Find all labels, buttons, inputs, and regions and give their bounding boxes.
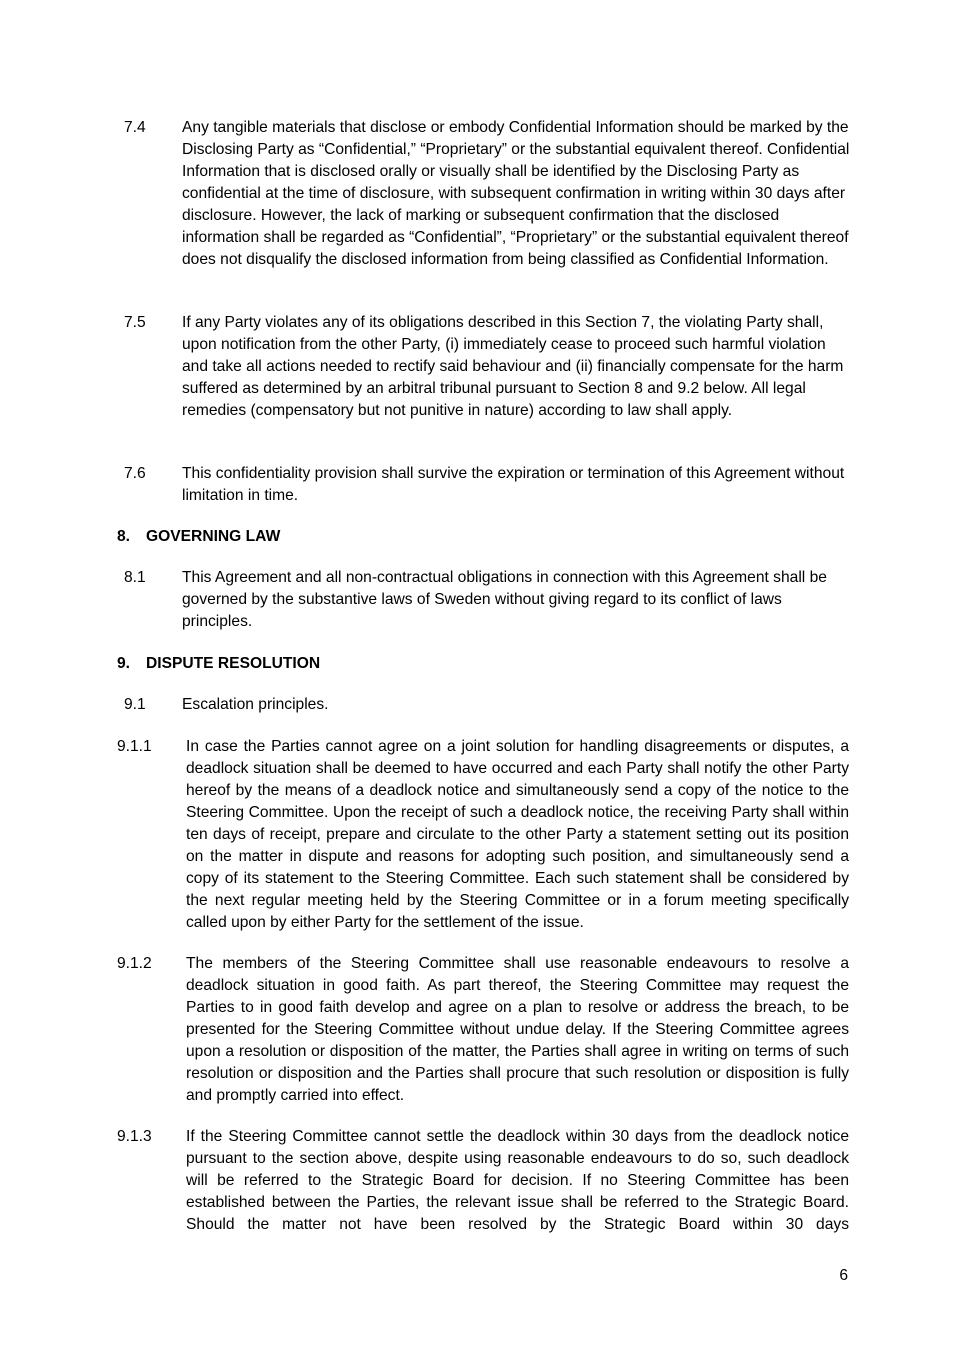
clause-number: 9.1.2 (117, 955, 152, 972)
clause-number: 9.1.1 (117, 738, 152, 755)
clause-number: 7.4 (124, 119, 146, 136)
page-number: 6 (839, 1267, 848, 1284)
clause-text: This Agreement and all non-contractual obligations in connection with this Agreement shall be governed by the substantive laws of Sweden without giving regard to its conflict of laws principles. (182, 569, 827, 630)
clause-text: In case the Parties cannot agree on a joint solution for handling disagreements or disputes, a deadlock situation shall be deemed to have occurred and each Party shall notify the other Party hereof by the means of a deadlock notice and simultaneously send a copy of the notice to the Steering Committee. Upon the receipt of such a deadlock notice, the receiving Party shall within ten days of receipt, prepare and circulate to the other Party a statement setting out its position on the matter in dispute and reasons for adopting such position, and simultaneously send a copy of its statement to the Steering Committee. Each such statement shall be considered by the next regular meeting held by the Steering Committee or in a forum meeting specifically called upon by either Party for the settlement of the issue. (186, 738, 849, 931)
clause-number: 9.1.3 (117, 1128, 152, 1145)
clause-number: 7.5 (124, 314, 146, 331)
clause-number: 9.1 (124, 696, 146, 713)
section-heading-8 (117, 526, 280, 548)
clause-text: This confidentiality provision shall survive the expiration or termination of this Agreement without limitation in time. (182, 465, 845, 504)
clause-text: If the Steering Committee cannot settle the deadlock within 30 days from the deadlock notice pursuant to the section above, despite using reasonable endeavours to do so, such deadlock will be referred to the Strategic Board for decision. If no Steering Committee has been established between the Parties, the relevant issue shall be referred to the Strategic Board. Should the matter not have been resolved by the Strategic Board within 30 days (186, 1128, 849, 1233)
clause-text: If any Party violates any of its obligations described in this Section 7, the violating Party shall, upon notification from the other Party, (i) immediately cease to proceed such harmful violation and take all actions needed to rectify said behaviour and (ii) financially compensate for the harm suffered as determined by an arbitral tribunal pursuant to Section 8 and 9.2 below. All legal remedies (compensatory but not punitive in nature) according to law shall apply. (182, 314, 844, 419)
clause-text: The members of the Steering Committee shall use reasonable endeavours to resolve a deadlock situation in good faith. As part thereof, the Steering Committee may request the Parties to in good faith develop and agree on a plan to resolve or address the breach, to be presented for the Steering Committee without undue delay. If the Steering Committee agrees upon a resolution or disposition of the matter, the Parties shall agree in writing on terms of such resolution or disposition and the Parties shall procure that such resolution or disposition is fully and promptly carried into effect. (186, 955, 849, 1104)
section-title: DISPUTE RESOLUTION (146, 655, 321, 672)
clause-number: 7.6 (124, 465, 146, 482)
clause-text: Any tangible materials that disclose or embody Confidential Information should be marked by the Disclosing Party as “Confidential,” “Proprietary” or the substantial equivalent thereof. Confidential Information that is disclosed orally or visually shall be identified by the Disclosing Party as confidential at the time of disclosure, with subsequent confirmation in writing within 30 days after disclosure. However, the lack of marking or subsequent confirmation that the disclosed information shall be regarded as “Confidential”, “Proprietary” or the substantial equivalent thereof does not disqualify the disclosed information from being classified as Confidential Information. (182, 119, 850, 268)
clause-number: 8.1 (124, 569, 146, 586)
section-number: 8. (117, 528, 131, 545)
section-heading-9 (117, 653, 320, 675)
section-number: 9. (117, 655, 131, 672)
section-title: GOVERNING LAW (146, 528, 281, 545)
clause-text: Escalation principles. (182, 696, 329, 713)
